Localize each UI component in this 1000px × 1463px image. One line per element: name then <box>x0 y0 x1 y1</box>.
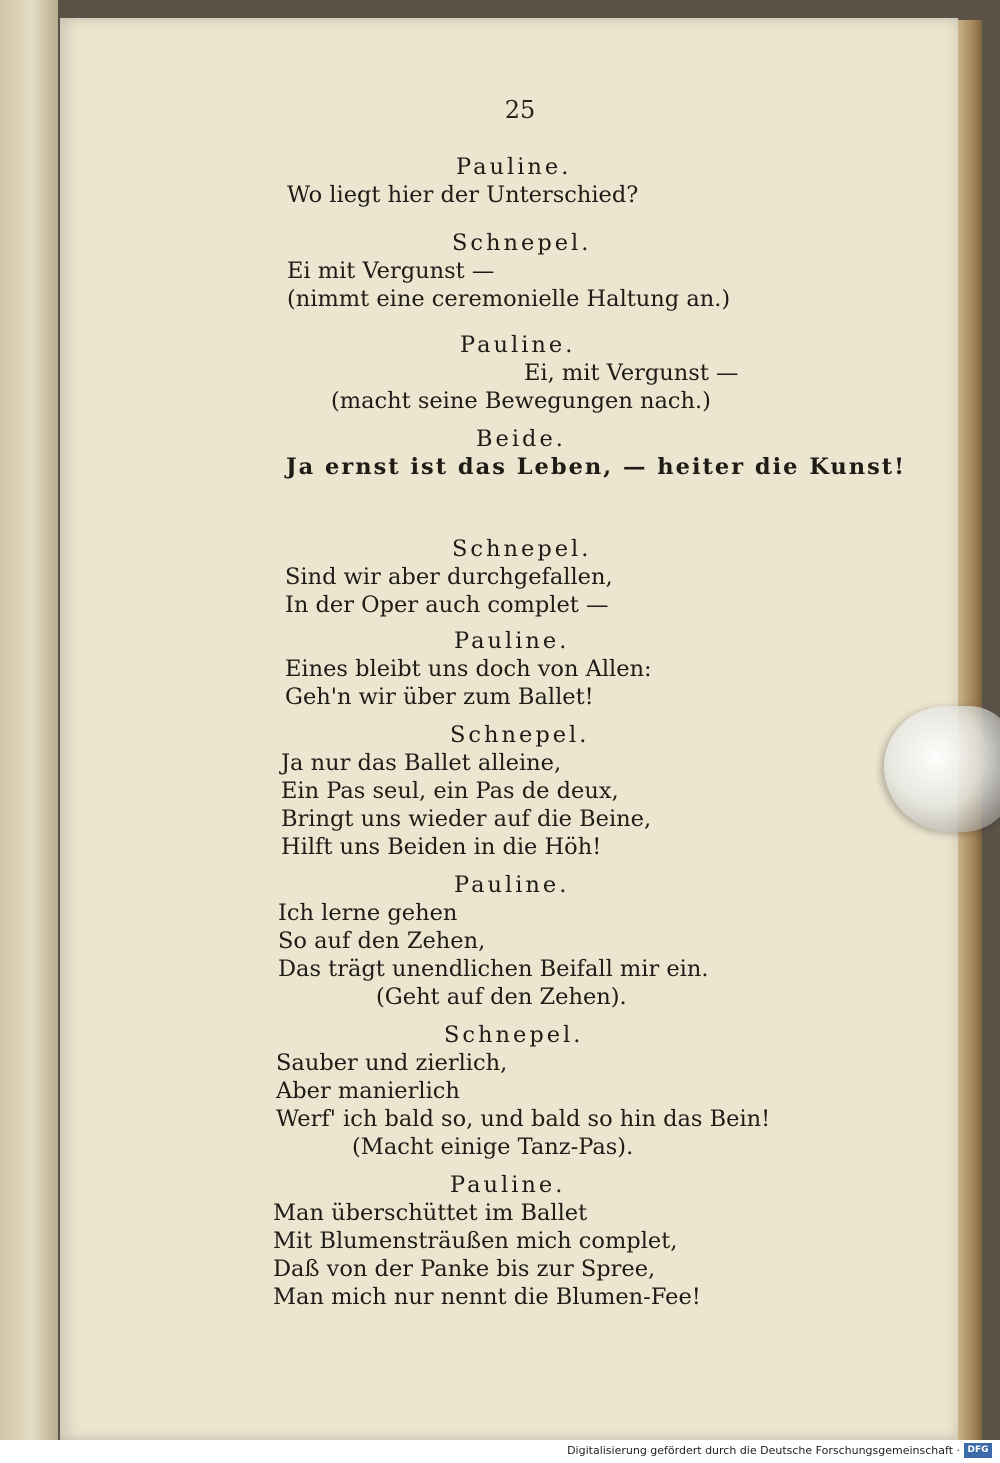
verse-line: Man überschüttet im Ballet <box>273 1200 588 1226</box>
verse-line: Ich lerne gehen <box>278 900 458 926</box>
verse-line: Sind wir aber durchgefallen, <box>285 564 613 590</box>
facing-page-edge <box>0 0 58 1440</box>
verse-line: Ja ernst ist das Leben, — heiter die Kunst! <box>286 454 907 480</box>
speaker-name: Schnepel. <box>452 536 592 562</box>
page-number: 25 <box>504 96 536 124</box>
verse-line: Geh'n wir über zum Ballet! <box>285 684 594 710</box>
stage-direction: (nimmt eine ceremonielle Haltung an.) <box>287 286 731 312</box>
verse-line: Bringt uns wieder auf die Beine, <box>281 806 652 832</box>
verse-line: Ei, mit Vergunst — <box>524 360 739 386</box>
stage-direction: (Geht auf den Zehen). <box>376 984 627 1010</box>
verse-line: Hilft uns Beiden in die Höh! <box>281 834 602 860</box>
funding-credit: Digitalisierung gefördert durch die Deutsche Forschungsgemeinschaft · <box>567 1444 960 1457</box>
verse-line: So auf den Zehen, <box>278 928 486 954</box>
speaker-name: Pauline. <box>450 1172 566 1198</box>
speaker-name: Beide. <box>476 426 566 452</box>
speaker-name: Pauline. <box>460 332 576 358</box>
stage-direction: (macht seine Bewegungen nach.) <box>331 388 711 414</box>
verse-line: In der Oper auch complet — <box>285 592 609 618</box>
verse-line: Man mich nur nennt die Blumen-Fee! <box>273 1284 701 1310</box>
verse-line: Mit Blumensträußen mich complet, <box>273 1228 678 1254</box>
verse-line: Sauber und zierlich, <box>276 1050 508 1076</box>
speaker-name: Pauline. <box>454 872 570 898</box>
verse-line: Eines bleibt uns doch von Allen: <box>285 656 652 682</box>
verse-line: Daß von der Panke bis zur Spree, <box>273 1256 656 1282</box>
verse-line: Aber manierlich <box>276 1078 460 1104</box>
dfg-logo: DFG <box>964 1443 992 1458</box>
verse-line: Werf' ich bald so, und bald so hin das Bein! <box>276 1106 771 1132</box>
verse-line: Das trägt unendlichen Beifall mir ein. <box>278 956 709 982</box>
speaker-name: Schnepel. <box>444 1022 584 1048</box>
speaker-name: Pauline. <box>456 154 572 180</box>
verse-line: Ja nur das Ballet alleine, <box>281 750 562 776</box>
speaker-name: Pauline. <box>454 628 570 654</box>
speaker-name: Schnepel. <box>450 722 590 748</box>
verse-line: Ei mit Vergunst — <box>287 258 495 284</box>
verse-line: Ein Pas seul, ein Pas de deux, <box>281 778 619 804</box>
verse-line: Wo liegt hier der Unterschied? <box>287 182 639 208</box>
speaker-name: Schnepel. <box>452 230 592 256</box>
stage-direction: (Macht einige Tanz-Pas). <box>352 1134 634 1160</box>
